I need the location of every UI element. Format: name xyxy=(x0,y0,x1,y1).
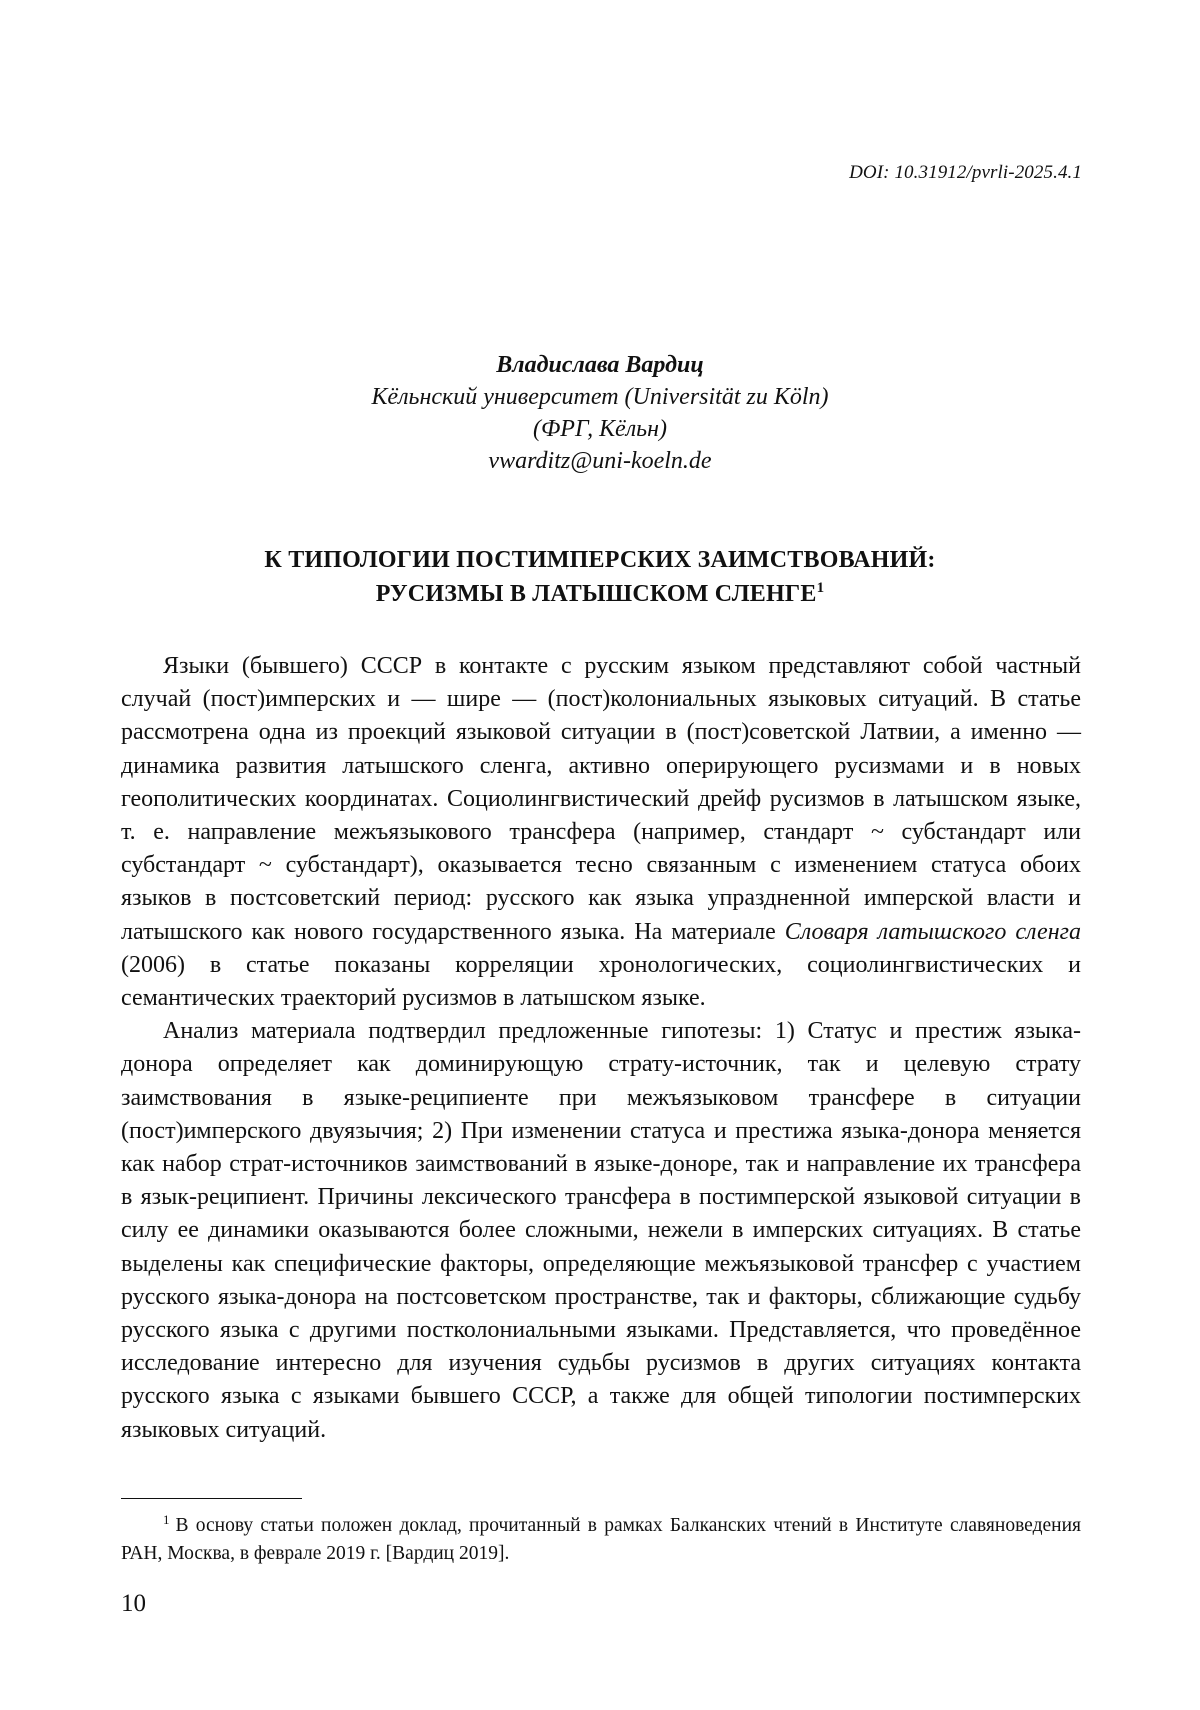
abstract-p1-text-end: (2006) в статье показаны корреляции хронологических, социолингвистических и семантических траекторий русизмов в латышском языке. xyxy=(121,951,1081,1012)
abstract-paragraph-2: Анализ материала подтвердил предложенные гипотезы: 1) Статус и престиж языка-донора определяет как доминирующую страту-источник, так и целевую страту заимствования в языке-реципиенте при межъязыковом трансфере в ситуации (пост)имперского двуязычия; 2) При изменении статуса и престижа языка-донора меняется как набор страт-источников заимствований в языке-доноре, так и направление их трансфера в язык-реципиент. Причины лексического трансфера в постимперской языковой ситуации в силу ее динамики оказываются более сложными, нежели в имперских ситуациях. В статье выделены как специфические факторы, определяющие межъязыковой трансфер с участием русского языка-донора на постсоветском пространстве, так и факторы, сближающие судьбу русского языка с другими постколониальными языками. Представляется, что проведённое исследование интересно для изучения судьбы русизмов в других ситуациях контакта русского языка с языками бывшего СССР, а также для общей типологии постимперских языковых ситуаций. xyxy=(121,1018,1081,1443)
author-location: (ФРГ, Кёльн) xyxy=(533,416,667,442)
abstract-paragraph-1 xyxy=(121,650,1081,1015)
footnote-divider xyxy=(121,1498,302,1499)
author-affiliation: Кёльнский университет (Universität zu Köln) xyxy=(371,384,829,410)
footnote-text: В основу статьи положен доклад, прочитанный в рамках Балканских чтений в Институте славяноведения РАН, Москва, в феврале 2019 г. [Вардиц 2019]. xyxy=(121,1515,1081,1564)
title-line-1: К ТИПОЛОГИИ ПОСТИМПЕРСКИХ ЗАИМСТВОВАНИЙ: xyxy=(264,547,936,573)
doi-label: DOI: 10.31912/pvrli-2025.4.1 xyxy=(849,162,1082,183)
author-email: vwarditz@uni-koeln.de xyxy=(488,448,712,474)
title-footnote-mark[interactable]: 1 xyxy=(816,580,825,596)
footnote xyxy=(121,1512,1081,1568)
title-line-2 xyxy=(0,577,1200,611)
page-number: 10 xyxy=(121,1590,146,1617)
dictionary-title: Словаря латышского сленга xyxy=(784,918,1081,945)
author-block xyxy=(0,349,1200,477)
footnote-mark: 1 xyxy=(163,1512,170,1527)
title-line-2-text: РУСИЗМЫ В ЛАТЫШСКОМ СЛЕНГЕ xyxy=(375,581,817,607)
abstract-p1-text-start: Языки (бывшего) СССР в контакте с русским языком представляют собой частный случай (пост)имперских и — шире — (пост)колониальных языковых ситуаций. В статье рассмотрена одна из проекций языковой ситуации в (пост)советской Латвии, а именно —динамика развития латышского сленга, активно оперирующего русизмами и в новых геополитических координатах. Социолингвистический дрейф русизмов в латышском языке, т. е. направление межъязыкового трансфера (например, стандарт ~ субстандарт или субстандарт ~ субстандарт), оказывается тесно связанным с изменением статуса обоих языков в постсоветский период: русского как языка упраздненной имперской власти и латышского как нового государственного языка. На материале xyxy=(121,653,1081,945)
author-name: Владислава Вардиц xyxy=(496,352,704,378)
article-title xyxy=(0,543,1200,611)
abstract xyxy=(121,650,1081,1447)
